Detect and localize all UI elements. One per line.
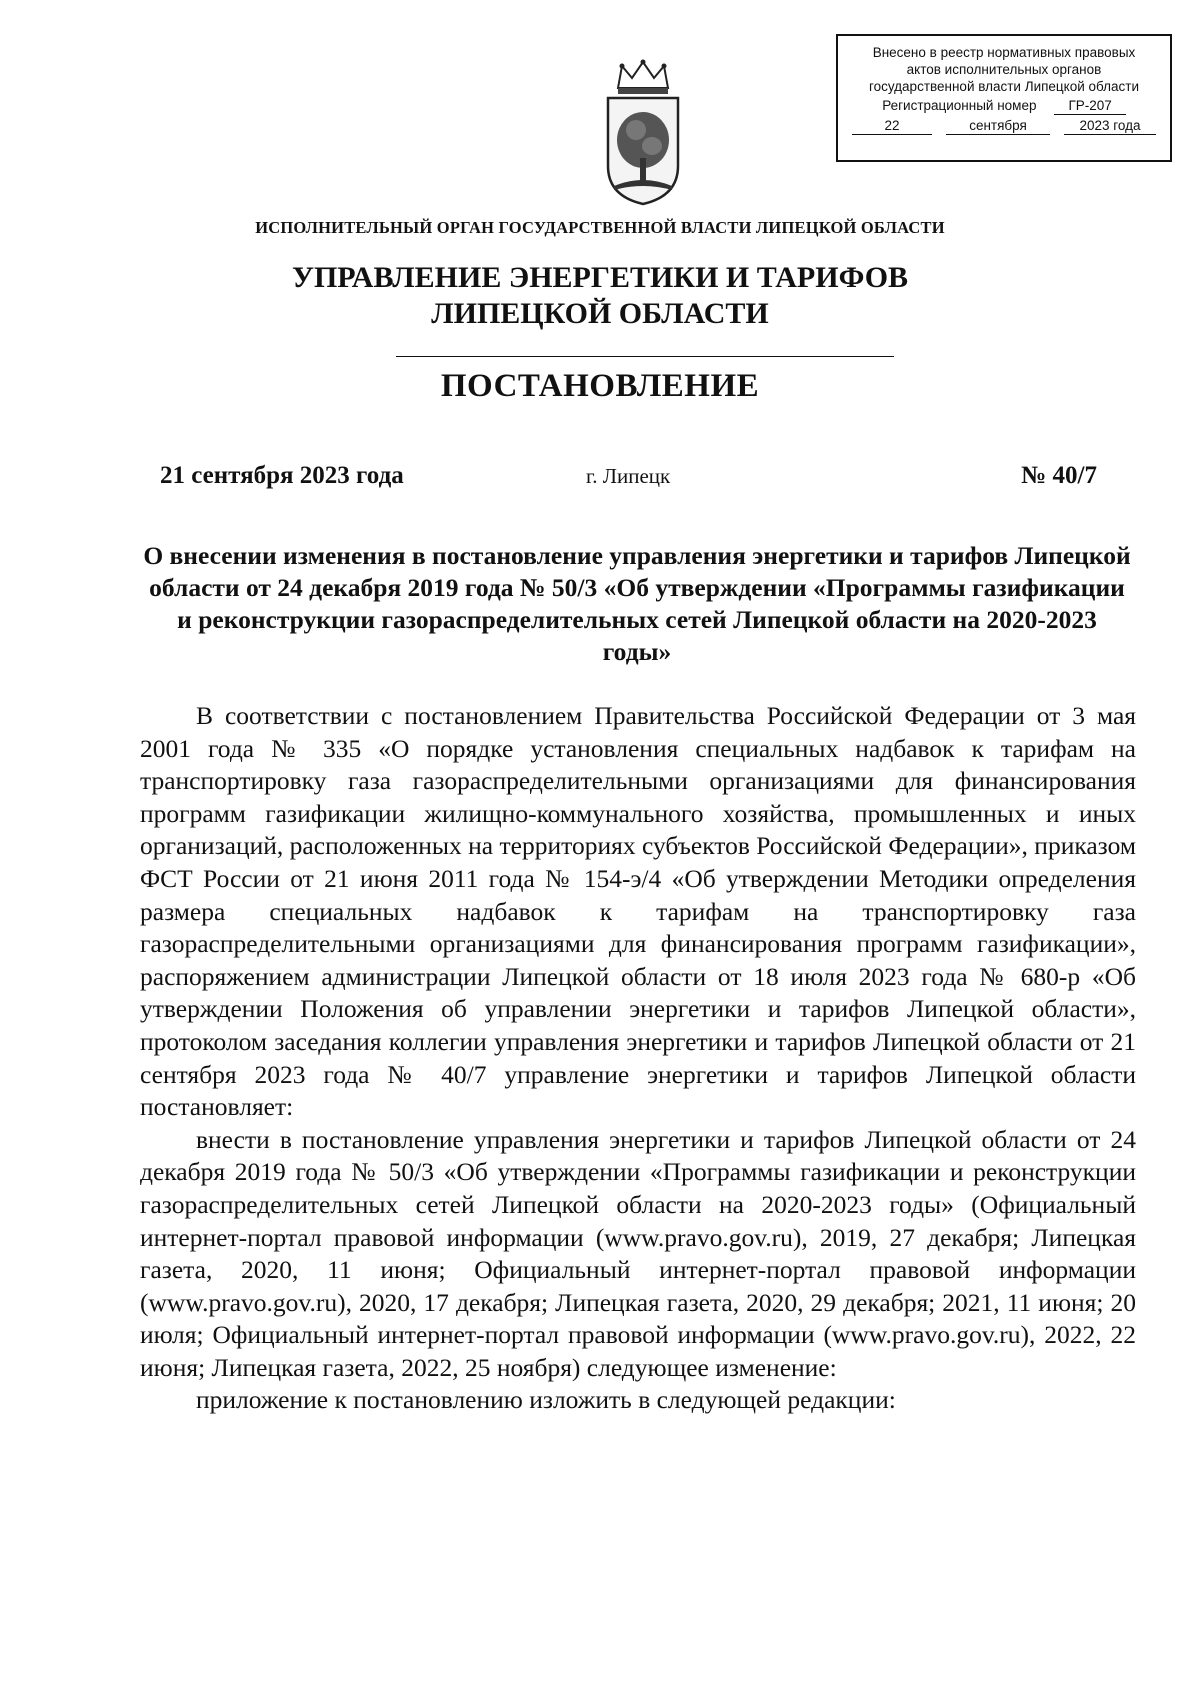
department-line-2: ЛИПЕЦКОЙ ОБЛАСТИ <box>431 297 769 330</box>
stamp-line-1: Внесено в реестр нормативных правовых <box>872 45 1136 60</box>
stamp-reg-number: ГР-207 <box>1054 97 1125 115</box>
document-title: О внесении изменения в постановление управления энергетики и тарифов Липецкой области от 24 декабря 2019 года № 50/3 «Об утверждении «Программы газификации и реконструкции газораспределительных сетей Липецкой области на 2020-2023 годы» <box>143 541 1131 666</box>
header-divider <box>396 356 894 357</box>
stamp-line-2: актов исполнительных органов <box>906 62 1102 77</box>
department-line-1: УПРАВЛЕНИЕ ЭНЕРГЕТИКИ И ТАРИФОВ <box>291 261 909 294</box>
coat-of-arms-icon <box>600 58 686 206</box>
body-paragraph: внести в постановление управления энергетики и тарифов Липецкой области от 24 декабря 2019 года № 50/3 «Об утверждении «Программы газификации и реконструкции газораспределительных сетей Липецкой области на 2020-2023 годы» (Официальный интернет-портал правовой информации (www.pravo.gov.ru), 2019, 27 декабря; Липецкая газета, 2020, 11 июня; Официальный интернет-портал правовой информации (www.pravo.gov.ru), 2020, 17 декабря; Липецкая газета, 2020, 29 декабря; 2021, 11 июня; 20 июля; Официальный интернет-портал правовой информации (www.pravo.gov.ru), 2022, 22 июня; Липецкая газета, 2022, 25 ноября) следующее изменение: <box>140 1124 1136 1382</box>
document-number: № 40/7 <box>1021 462 1097 489</box>
document-date: 21 сентября 2023 года <box>160 462 404 489</box>
body-paragraph: В соответствии с постановлением Правительства Российской Федерации от 3 мая 2001 года № 335 «О порядке установления специальных надбавок к тарифам на транспортировку газа газораспределительными организациями для финансирования программ газификации жилищно-коммунального хозяйства, промышленных и иных организаций, расположенных на территориях субъектов Российской Федерации», приказом ФСТ России от 21 июня 2011 года № 154-э/4 «Об утверждении Методики определения размера специальных надбавок к тарифам на транспортировку газа газораспределительными организациями для финансирования программ газификации», распоряжением администрации Липецкой области от 18 июля 2023 года № 680-р «Об утверждении Положения об управлении энергетики и тарифов Липецкой области», протоколом заседания коллегии управления энергетики и тарифов Липецкой области от 21 сентября 2023 года № 40/7 управление энергетики и тарифов Липецкой области постановляет: <box>140 701 1136 1122</box>
stamp-year: 2023 года <box>1064 117 1156 135</box>
registration-stamp <box>836 34 1172 162</box>
document-meta <box>160 462 1097 496</box>
document-type: ПОСТАНОВЛЕНИЕ <box>440 368 760 404</box>
body-paragraph: приложение к постановлению изложить в следующей редакции: <box>196 1385 896 1415</box>
org-header: ИСПОЛНИТЕЛЬНЫЙ ОРГАН ГОСУДАРСТВЕННОЙ ВЛАСТИ ЛИПЕЦКОЙ ОБЛАСТИ <box>255 218 945 237</box>
stamp-month: сентября <box>946 117 1050 135</box>
document-city: г. Липецк <box>586 464 671 488</box>
stamp-day: 22 <box>852 117 932 135</box>
stamp-line-3: государственной власти Липецкой области <box>868 79 1140 94</box>
document-body <box>140 700 1136 1417</box>
department-name <box>0 260 1200 332</box>
stamp-reg-label: Регистрационный номер <box>882 98 1037 113</box>
